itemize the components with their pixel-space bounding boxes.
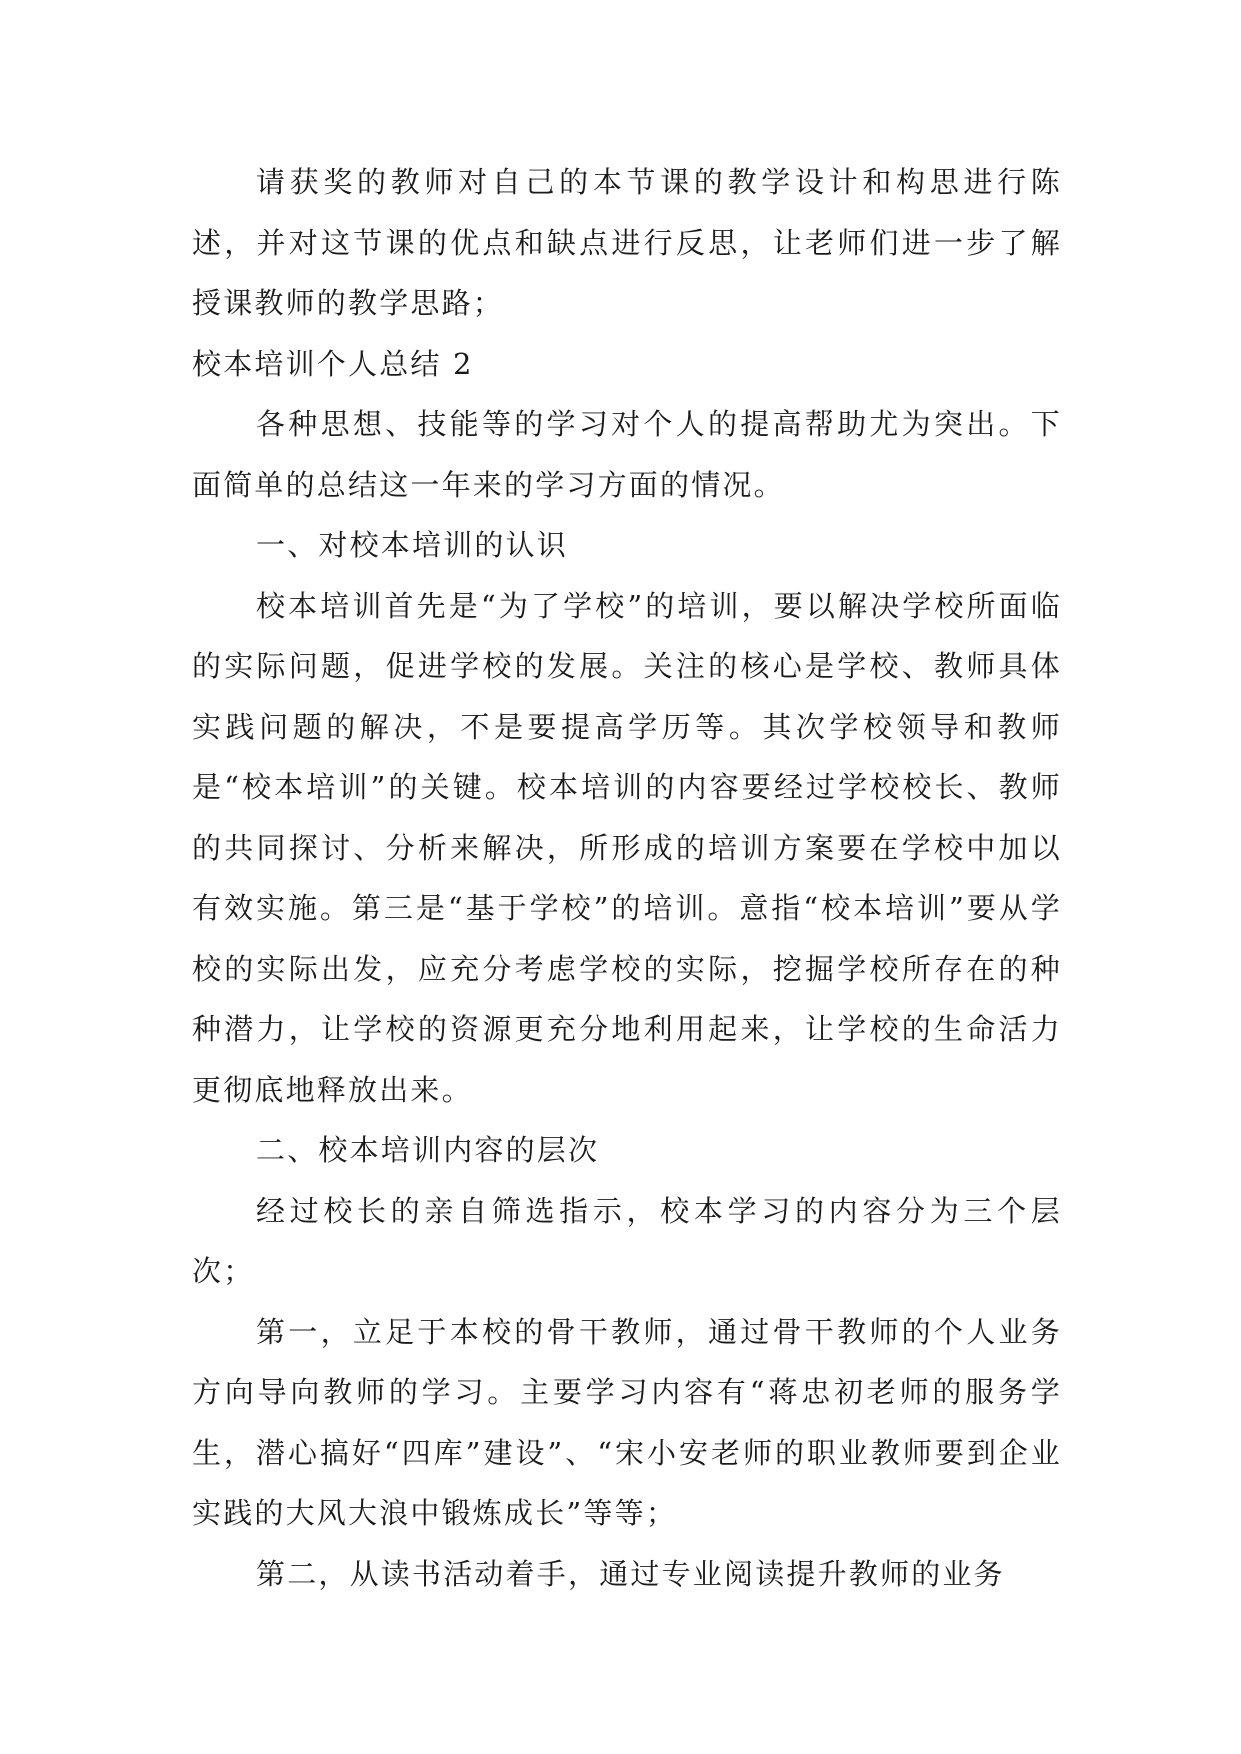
section-title: 校本培训个人总结 2 <box>192 346 474 381</box>
document-body <box>192 152 1062 1604</box>
heading-understanding: 一、对校本培训的认识 <box>256 528 569 562</box>
paragraph-level-two: 第二，从读书活动着手，通过专业阅读提升教师的业务 <box>256 1556 1005 1591</box>
paragraph-intro: 各种思想、技能等的学习对个人的提高帮助尤为突出。下面简单的总结这一年来的学习方面的情况。 <box>192 407 1062 502</box>
paragraph-understanding: 校本培训首先是“为了学校”的培训，要以解决学校所面临的实际问题，促进学校的发展。关注的核心是学校、教师具体实践问题的解决，不是要提高学历等。其次学校领导和教师是“校本培训”的关键。校本培训的内容要经过学校校长、教师的共同探讨、分析来解决，所形成的培训方案要在学校中加以有效实施。第三是“基于学校”的培训。意指“校本培训”要从学校的实际出发，应充分考虑学校的实际，挖掘学校所存在的种种潜力，让学校的资源更充分地利用起来，让学校的生命活力更彻底地释放出来。 <box>192 588 1062 1107</box>
heading-content-levels: 二、校本培训内容的层次 <box>256 1133 600 1167</box>
paragraph-award-reflection: 请获奖的教师对自己的本节课的教学设计和构思进行陈述，并对这节课的优点和缺点进行反思，让老师们进一步了解授课教师的教学思路； <box>192 165 1062 320</box>
paragraph-level-one: 第一，立足于本校的骨干教师，通过骨干教师的个人业务方向导向教师的学习。主要学习内容有“蒋忠初老师的服务学生，潜心搞好“四库”建设”、“宋小安老师的职业教师要到企业实践的大风大浪中锻炼成长”等等； <box>192 1314 1062 1530</box>
paragraph-levels-intro: 经过校长的亲自筛选指示，校本学习的内容分为三个层次； <box>192 1193 1062 1288</box>
